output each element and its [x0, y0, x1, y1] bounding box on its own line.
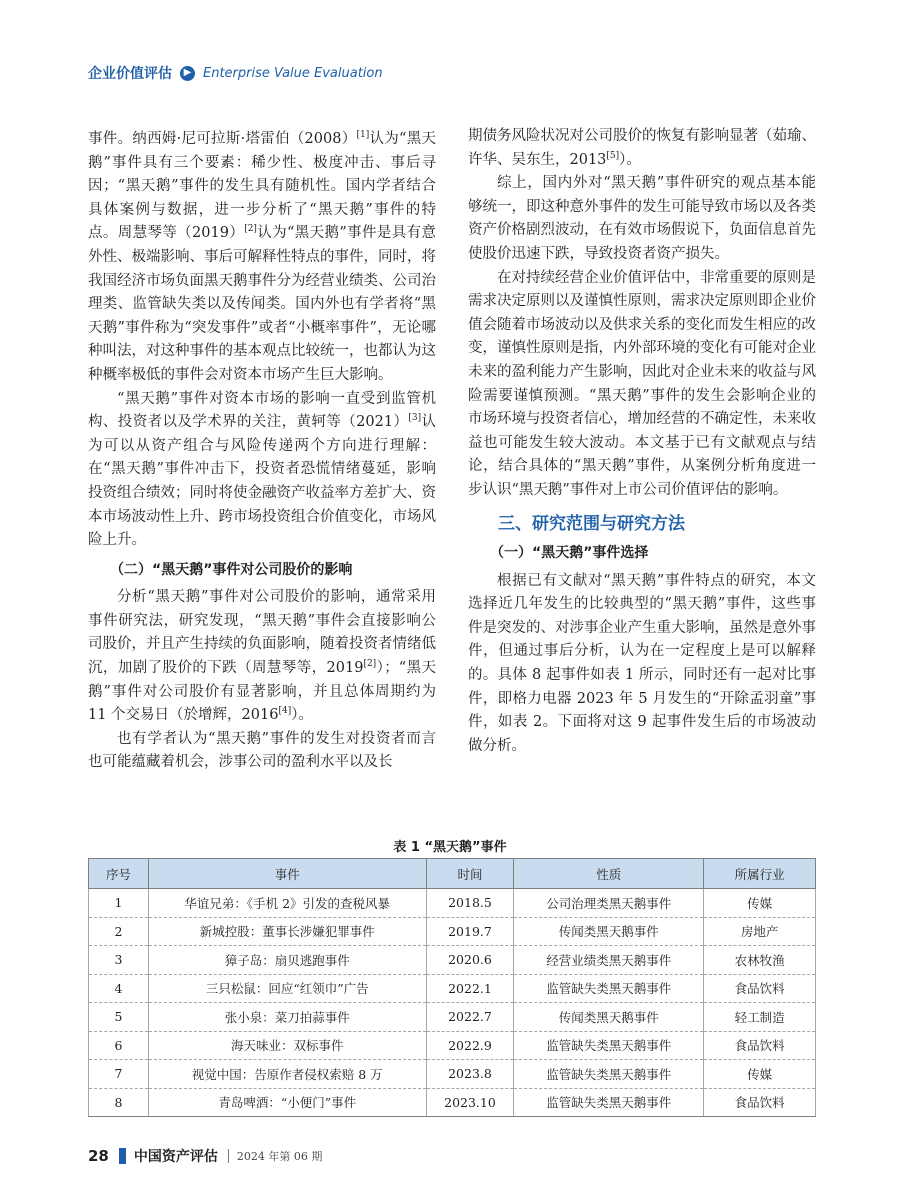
table-cell: 6: [89, 1031, 149, 1060]
chevron-right-icon: ▶: [180, 66, 195, 81]
table-header-row: [89, 859, 816, 889]
table-cell: 食品饮料: [704, 1088, 816, 1117]
table-row: [89, 1060, 816, 1089]
paragraph: 事件。纳西姆·尼可拉斯·塔雷伯（2008）[1]认为“黑天鹅”事件具有三个要素：稀少性、极度冲击、事后寻因；“黑天鹅”事件的发生具有随机性。国内学者结合具体案例与数据，进一步分析了“黑天鹅”事件的特点。周慧琴等（2019）[2]认为“黑天鹅”事件是具有意外性、极端影响、事后可解释性特点的事件，同时，将我国经济市场负面黑天鹅事件分为经营业绩类、公司治理类、监管缺失类以及传闻类。国内外也有学者将“黑天鹅”事件称为“突发事件”或者“小概率事件”，无论哪种叫法，对这种事件的基本观点比较统一，也都认为这种概率极低的事件会对资本市场产生巨大影响。: [88, 130, 436, 383]
citation: [2]: [363, 659, 377, 670]
paragraph: 也有学者认为“黑天鹅”事件的发生对投资者而言也可能蕴藏着机会，涉事公司的盈利水平以及长: [88, 730, 436, 771]
table-cell: 5: [89, 1003, 149, 1032]
page-number: 28: [88, 1147, 109, 1165]
citation: [5]: [606, 150, 620, 161]
table-row: [89, 917, 816, 946]
issue-number: 2024 年第 06 期: [236, 1150, 323, 1163]
paragraph: 期债务风险状况对公司股价的恢复有影响显著（茹瑜、许华、吴东生，2013[5]）。: [468, 128, 816, 168]
paragraph: “黑天鹅”事件对资本市场的影响一直受到监管机构、投资者以及学术界的关注，黄轲等（2021）[3]认为可以从资产组合与风险传递两个方向进行理解：在“黑天鹅”事件冲击下，投资者恐慌情绪蔓延，影响投资组合绩效；同时将使金融资产收益率方差扩大、资本市场波动性上升、跨市场投资组合价值变化，市场风险上升。: [88, 390, 437, 549]
table-cell: 新城控股：董事长涉嫌犯罪事件: [148, 917, 426, 946]
table-cell: 4: [89, 974, 149, 1003]
citation: [4]: [278, 706, 292, 717]
table-row: [89, 1003, 816, 1032]
table-cell: 2018.5: [426, 889, 514, 918]
column-header: 时间: [426, 859, 514, 889]
section-title-en: Enterprise Value Evaluation: [203, 65, 383, 81]
table-cell: 视觉中国：告原作者侵权索赔 8 万: [148, 1060, 426, 1089]
table-row: [89, 974, 816, 1003]
table-cell: 2020.6: [426, 946, 514, 975]
paragraph: 在对持续经营企业价值评估中，非常重要的原则是需求决定原则以及谨慎性原则，需求决定原则即企业价值会随着市场波动以及供求关系的变化而发生相应的改变，谨慎性原则是指，内外部环境的变化有可能对企业未来的盈利能力产生影响，因此对企业未来的收益与风险需要谨慎预测。“黑天鹅”事件的发生会影响企业的市场环境与投资者信心，增加经营的不确定性，未来收益也可能发生较大波动。本文基于已有文献观点与结论，结合具体的“黑天鹅”事件，从案例分析角度进一步认识“黑天鹅”事件对上市公司价值评估的影响。: [468, 269, 816, 498]
table-cell: 2023.8: [426, 1060, 514, 1089]
citation: [2]: [244, 224, 257, 235]
subsection-heading: （二）“黑天鹅”事件对公司股价的影响: [110, 561, 353, 578]
table-cell: 传媒: [704, 1060, 816, 1089]
column-header: 事件: [148, 859, 426, 889]
table-cell: 监管缺失类黑天鹅事件: [514, 1088, 704, 1117]
citation: [3]: [408, 413, 422, 424]
table-row: [89, 889, 816, 918]
table-cell: 农林牧渔: [704, 946, 816, 975]
section-heading: 三、研究范围与研究方法: [498, 513, 685, 534]
citation: [1]: [356, 130, 370, 141]
table-cell: 房地产: [704, 917, 816, 946]
table-cell: 传闻类黑天鹅事件: [514, 917, 704, 946]
page-footer: [88, 1146, 322, 1166]
table-cell: 3: [89, 946, 149, 975]
table-cell: 食品饮料: [704, 974, 816, 1003]
table-row: [89, 1031, 816, 1060]
table-cell: 2019.7: [426, 917, 514, 946]
table-row: [89, 1088, 816, 1117]
table-cell: 2: [89, 917, 149, 946]
column-header: 所属行业: [704, 859, 816, 889]
table-cell: 张小泉：菜刀拍蒜事件: [148, 1003, 426, 1032]
table-cell: 2022.9: [426, 1031, 514, 1060]
running-header: [88, 62, 383, 84]
left-column: [88, 128, 436, 775]
table-cell: 2022.1: [426, 974, 514, 1003]
footer-accent-bar: [119, 1148, 126, 1164]
right-column: [468, 125, 816, 758]
table-cell: 2023.10: [426, 1088, 514, 1117]
paragraph: 根据已有文献对“黑天鹅”事件特点的研究，本文选择近几年发生的比较典型的“黑天鹅”事件，这些事件是突发的、对涉事企业产生重大影响，虽然是意外事件，但通过事后分析，认为在一定程度上是可以解释的。具体 8 起事件如表 1 所示，同时还有一起对比事件，即格力电器 2023 年 5 月发生的“开除孟羽童”事件，如表 2。下面将对这 9 起事件发生后的市场波动做分析。: [468, 572, 816, 754]
table-cell: 监管缺失类黑天鹅事件: [514, 1031, 704, 1060]
table-cell: 2022.7: [426, 1003, 514, 1032]
column-header: 序号: [89, 859, 149, 889]
table-cell: 食品饮料: [704, 1031, 816, 1060]
table-cell: 传媒: [704, 889, 816, 918]
table-caption: 表 1 “黑天鹅”事件: [393, 840, 507, 855]
paragraph: 综上，国内外对“黑天鹅”事件研究的观点基本能够统一，即这种意外事件的发生可能导致市场以及各类资产价格剧烈波动，在有效市场假说下，负面信息首先使股价迅速下跌，导致投资者资产损失。: [468, 175, 816, 262]
table-cell: 传闻类黑天鹅事件: [514, 1003, 704, 1032]
paragraph: 分析“黑天鹅”事件对公司股价的影响，通常采用事件研究法，研究发现，“黑天鹅”事件会直接影响公司股价，并且产生持续的负面影响，随着投资者情绪低沉，加剧了股价的下跌（周慧琴等，2019[2]）；“黑天鹅”事件对公司股价有显著影响，并且总体周期约为 11 个交易日（於增辉，2016[4]）。: [88, 589, 436, 724]
table-cell: 轻工制造: [704, 1003, 816, 1032]
events-table: [88, 858, 816, 1117]
section-title-cn: 企业价值评估: [88, 66, 172, 82]
table-row: [89, 946, 816, 975]
table-cell: 经营业绩类黑天鹅事件: [514, 946, 704, 975]
table-cell: 青岛啤酒：“小便门”事件: [148, 1088, 426, 1117]
table-cell: 公司治理类黑天鹅事件: [514, 889, 704, 918]
table-cell: 7: [89, 1060, 149, 1089]
table-cell: 獐子岛：扇贝逃跑事件: [148, 946, 426, 975]
table-cell: 华谊兄弟：《手机 2》引发的查税风暴: [148, 889, 426, 918]
column-header: 性质: [514, 859, 704, 889]
table-cell: 8: [89, 1088, 149, 1117]
journal-name: 中国资产评估: [133, 1149, 218, 1165]
table-cell: 三只松鼠：回应“红领巾”广告: [148, 974, 426, 1003]
footer-divider: [228, 1149, 229, 1163]
table-cell: 海天味业：双标事件: [148, 1031, 426, 1060]
table-cell: 1: [89, 889, 149, 918]
table-cell: 监管缺失类黑天鹅事件: [514, 1060, 704, 1089]
subsection-heading: （一）“黑天鹅”事件选择: [490, 545, 649, 562]
table-cell: 监管缺失类黑天鹅事件: [514, 974, 704, 1003]
